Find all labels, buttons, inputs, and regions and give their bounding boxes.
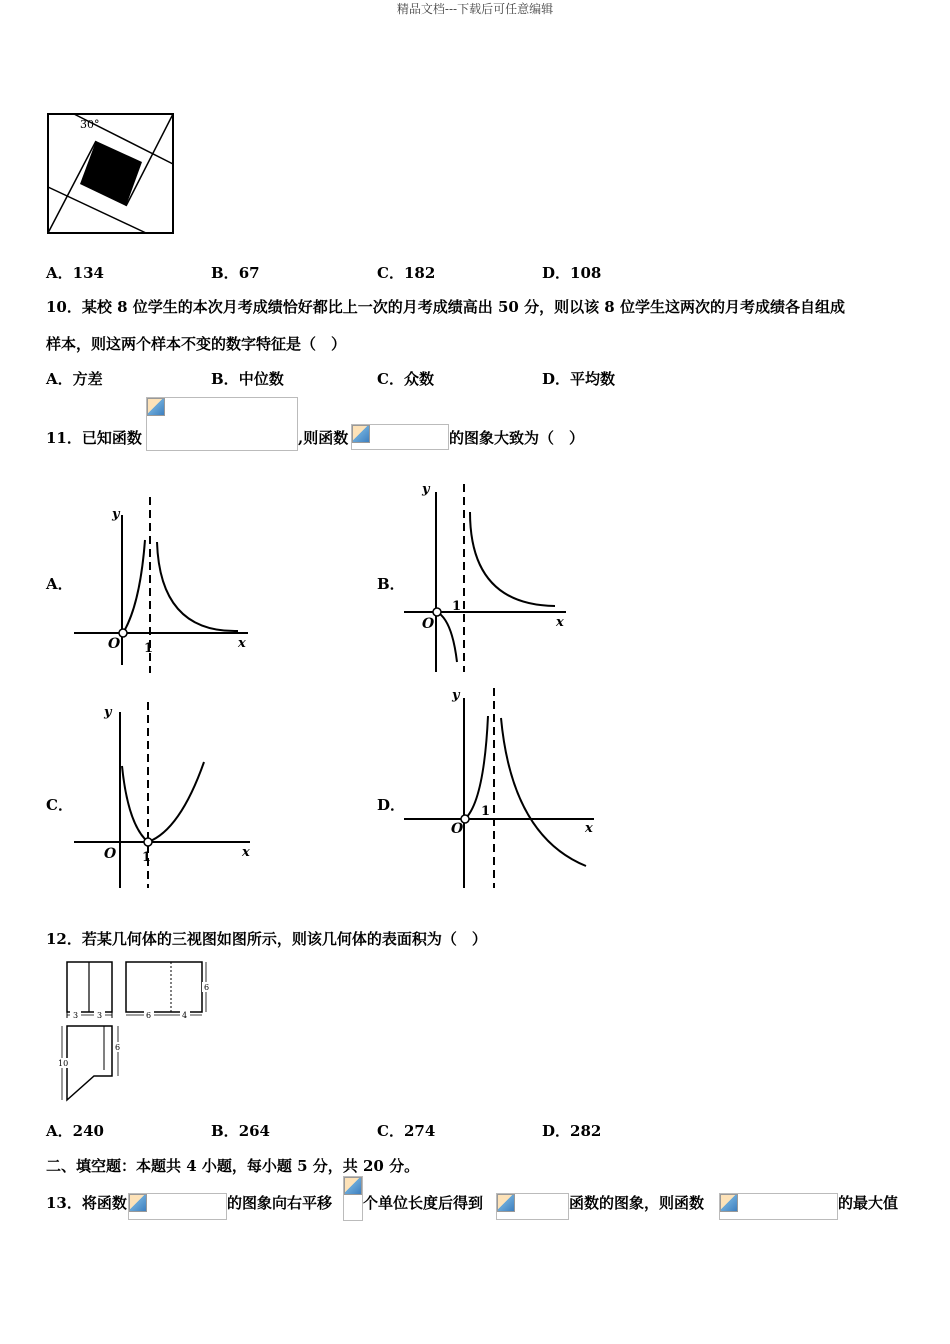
q11-option-c-label[interactable]: C．	[46, 796, 73, 814]
formula-image-placeholder	[343, 1176, 363, 1221]
origin-label: O	[422, 616, 435, 632]
q11-stem-part2: ,则函数	[298, 429, 349, 447]
q10-stem-line1: 10．某校 8 位学生的本次月考成绩恰好都比上一次的月考成绩高出 50 分，则以该 8 位学生这两次的月考成绩各自组成	[46, 298, 845, 316]
tick-label-one: 1	[452, 599, 462, 614]
q11-stem-part1: 11．已知函数	[46, 429, 142, 447]
dim-label: 10	[58, 1059, 69, 1068]
origin-label: O	[451, 821, 464, 837]
dim-label: 4	[182, 1011, 188, 1020]
q13-stem-part3: 个单位长度后得到	[363, 1194, 484, 1212]
q13-stem-part2: 的图象向右平移	[227, 1194, 333, 1212]
q11-graph-a	[70, 495, 260, 675]
x-axis-label: x	[242, 845, 250, 860]
dim-label: 6	[146, 1011, 152, 1020]
q12-option-b[interactable]: B．264	[211, 1122, 270, 1140]
dim-label: 3	[97, 1011, 103, 1020]
x-axis-label: x	[238, 636, 246, 651]
broken-image-icon	[129, 1194, 147, 1212]
tick-label-one: 1	[142, 850, 152, 865]
q11-option-b-label[interactable]: B．	[377, 575, 405, 593]
dim-label: 6	[204, 983, 210, 992]
q10-option-d[interactable]: D．平均数	[542, 370, 616, 388]
q11-stem-part3: 的图象大致为（ ）	[449, 429, 585, 447]
broken-image-icon	[352, 425, 370, 443]
formula-image-placeholder	[351, 424, 449, 450]
q10-option-c[interactable]: C．众数	[377, 370, 434, 388]
dim-label: 6	[115, 1043, 121, 1052]
broken-image-icon	[147, 398, 165, 416]
origin-label: O	[108, 636, 121, 652]
q11-graph-b	[400, 480, 580, 675]
q9-option-c[interactable]: C．182	[377, 264, 436, 282]
q10-stem-line2: 样本，则这两个样本不变的数字特征是（ ）	[46, 335, 347, 353]
broken-image-icon	[344, 1177, 362, 1195]
formula-image-placeholder	[128, 1193, 227, 1220]
page-header: 精品文档---下载后可任意编辑	[396, 2, 554, 16]
q13-stem-part1: 13．将函数	[46, 1194, 127, 1212]
x-axis-label: x	[556, 615, 564, 630]
dim-label: 3	[73, 1011, 79, 1020]
q11-graph-d	[402, 686, 598, 890]
tick-label-one: 1	[144, 641, 154, 656]
q13-stem-part5: 的最大值	[838, 1194, 899, 1212]
q9-square-figure	[46, 112, 176, 236]
q12-option-c[interactable]: C．274	[377, 1122, 436, 1140]
x-axis-label: x	[585, 821, 593, 836]
formula-image-placeholder	[719, 1193, 838, 1220]
q9-option-a[interactable]: A．134	[46, 264, 104, 282]
q12-option-d[interactable]: D．282	[542, 1122, 602, 1140]
section-heading: 二、填空题：本题共 4 小题，每小题 5 分，共 20 分。	[46, 1157, 420, 1175]
q10-option-a[interactable]: A．方差	[46, 370, 103, 388]
angle-label: 30°	[80, 118, 100, 131]
q11-option-a-label[interactable]: A．	[46, 575, 73, 593]
y-axis-label: y	[422, 482, 430, 497]
formula-image-placeholder	[146, 397, 298, 451]
q9-option-b[interactable]: B．67	[211, 264, 260, 282]
q9-option-d[interactable]: D．108	[542, 264, 602, 282]
y-axis-label: y	[112, 507, 120, 522]
q12-three-view-figure	[56, 958, 216, 1108]
q13-stem-part4: 函数的图象，则函数	[569, 1194, 705, 1212]
q12-option-a[interactable]: A．240	[46, 1122, 104, 1140]
q12-stem: 12．若某几何体的三视图如图所示，则该几何体的表面积为（ ）	[46, 930, 487, 948]
formula-image-placeholder	[496, 1193, 569, 1220]
tick-label-one: 1	[481, 804, 491, 819]
q11-graph-c	[70, 700, 260, 890]
broken-image-icon	[720, 1194, 738, 1212]
y-axis-label: y	[104, 705, 112, 720]
origin-label: O	[104, 846, 117, 862]
q10-option-b[interactable]: B．中位数	[211, 370, 284, 388]
q11-option-d-label[interactable]: D．	[377, 796, 406, 814]
broken-image-icon	[497, 1194, 515, 1212]
y-axis-label: y	[452, 688, 460, 703]
